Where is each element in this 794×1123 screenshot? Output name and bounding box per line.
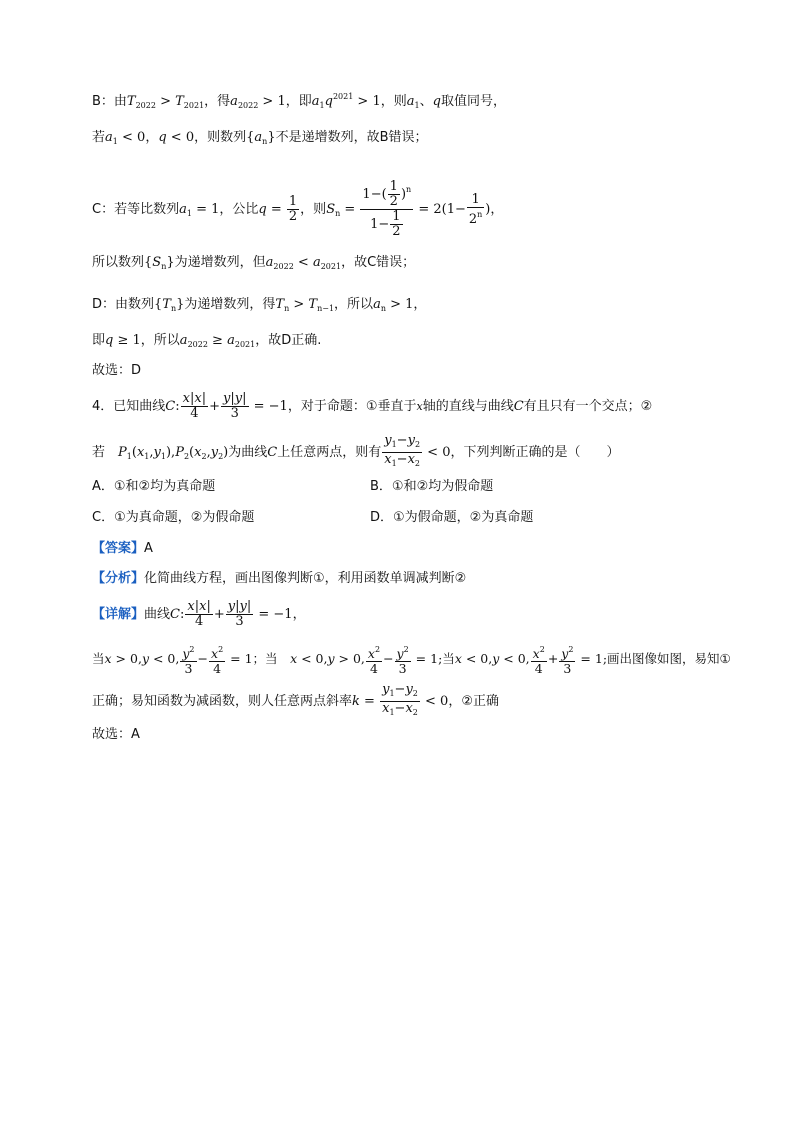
option-a: A．①和②均为真命题 xyxy=(92,479,216,494)
b-line-2: 若$a_1 < 0$，q < 0，则数列$\{a_n\}$不是递增数列，故B错误； xyxy=(92,130,428,146)
final-line: 正确；易知函数为减函数，则人任意两点斜率k = $\frac{y_1-y_2}{x_1-x_2}$ < 0，②正确 xyxy=(92,682,499,717)
text: 轴的直线与曲线 xyxy=(422,399,514,414)
text: 当 xyxy=(92,651,105,666)
text: ，下列判断正确的是（ ） xyxy=(450,445,620,460)
detail-label: 【详解】 xyxy=(92,607,145,622)
text: 画出图像如图，易知① xyxy=(607,651,731,666)
text: ，所以 xyxy=(334,297,374,312)
text: 为递增数列，得 xyxy=(184,297,276,312)
c-line-1: C：若等比数列$a_1 = 1$，公比q = $\frac{1}{2}$ ，则$S_n$ = 1−( $\frac{1}{2}$ )$^n$ 1− $\frac{1}{2}$ = 2(1− $\frac{1}{2^n}$ )， xyxy=(92,179,504,239)
c-line-2: 所以数列$\{S_n\}$为递增数列，但$a_{2022} < a_{2021}$，故C错误； xyxy=(92,255,416,271)
text: ，对于命题：①垂直于 xyxy=(287,399,417,414)
text: ， xyxy=(292,607,306,622)
text: ，得 xyxy=(204,94,231,109)
text: 正确；易知函数为减函数，则人任意两点斜率 xyxy=(92,694,353,709)
option-b: B．①和②均为假命题 xyxy=(370,479,494,494)
final-answer: 故选：A xyxy=(92,727,140,742)
text: ， xyxy=(413,297,427,312)
analysis-text: 化简曲线方程，画出图像判断①，利用函数单调减判断② xyxy=(144,571,467,586)
text: 为递增数列，但 xyxy=(174,255,266,270)
text: C：若等比数列 xyxy=(92,202,180,217)
q4-line-2: 若 $P_1(x_1,y_1),P_2(x_2,y_2)$为曲线C上任意两点，则有 $\frac{y_1-y_2}{x_1-x_2}$ < 0，下列判断正确的是（ ） xyxy=(92,433,620,468)
d-answer: 故选：D xyxy=(92,363,142,378)
text: ，故C错误； xyxy=(341,255,416,270)
text: D：由数列 xyxy=(92,297,155,312)
text: ，则 xyxy=(300,202,327,217)
text: ， xyxy=(490,202,504,217)
text: ，即 xyxy=(285,94,312,109)
text: 不是递增数列，故B错误； xyxy=(275,130,428,145)
text: ，则数列 xyxy=(194,130,247,145)
text: 曲线 xyxy=(144,607,171,622)
text: 即 xyxy=(92,333,106,348)
text: ，故D正确. xyxy=(255,333,322,348)
option-d: D．①为假命题，②为真命题 xyxy=(370,510,534,525)
answer-value: A xyxy=(144,541,153,556)
q4-line-1: 4．已知曲线C: $\frac{x|x|}{4}$ + $\frac{y|y|}{3}$ = −1，对于命题：①垂直于x轴的直线与曲线C有且只有一个交点；② xyxy=(92,391,653,421)
detail-line: 【详解】曲线C: $\frac{x|x|}{4}$ + $\frac{y|y|}{3}$ = −1， xyxy=(92,599,306,629)
text: 为曲线 xyxy=(228,445,268,460)
text: ，则 xyxy=(380,94,407,109)
text: ，公比 xyxy=(219,202,259,217)
text: 上任意两点，则有 xyxy=(277,445,382,460)
text: 当 xyxy=(442,651,455,666)
option-c: C．①为真命题，②为假命题 xyxy=(92,510,255,525)
b-line-1: B：由$T_{2022} > T_{2021}$，得$a_{2022} > 1$，即$a_1q^{2021} > 1$，则$a_1$、q取值同号， xyxy=(92,92,506,110)
text: ，②正确 xyxy=(448,694,499,709)
text: ；当 xyxy=(252,651,278,666)
text: ，所以 xyxy=(140,333,180,348)
text: 取值同号， xyxy=(440,94,506,109)
d-line-1: D：由数列$\{T_n\}$为递增数列，得$T_n > T_{n-1}$，所以$a_n > 1$， xyxy=(92,297,427,313)
analysis-line xyxy=(92,568,466,590)
text: 有且只有一个交点；② xyxy=(523,399,653,414)
analysis-label: 【分析】 xyxy=(92,571,145,586)
text: 若 xyxy=(92,130,106,145)
answer-label: 【答案】 xyxy=(92,541,145,556)
text: 4．已知曲线 xyxy=(92,399,166,414)
text: B：由 xyxy=(92,94,127,109)
text: 若 xyxy=(92,445,106,460)
d-line-2: 即q ≥ 1，所以$a_{2022} \ge a_{2021}$，故D正确. xyxy=(92,333,322,349)
text: 所以数列 xyxy=(92,255,145,270)
answer-line xyxy=(92,538,153,560)
cases-line: 当x > 0,y < 0, $\frac{y^2}{3}$ − $\frac{x^2}{4}$ = 1；当 x < 0,y > 0, $\frac{x^2}{4}$ − $\frac{y^2}{3}$ = 1;当x < 0,y < 0, $\frac{x^2}{4}$ + $\frac{y^2}{3}$ = 1;画出图像如图，易知① xyxy=(92,645,731,676)
